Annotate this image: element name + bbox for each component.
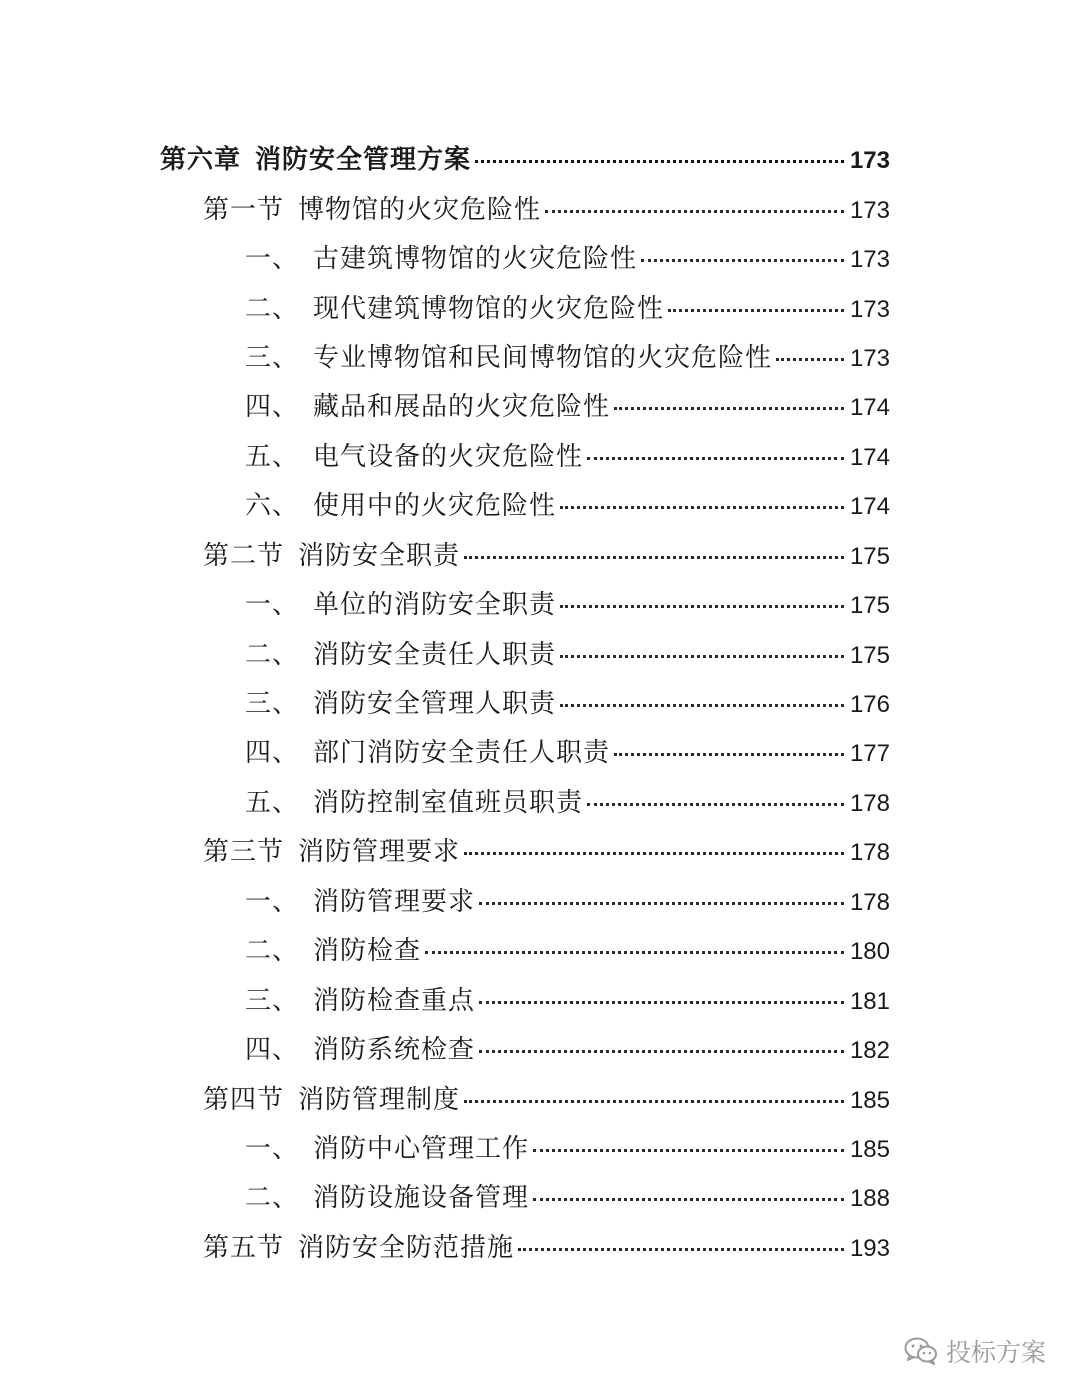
- toc-page-number: 174: [849, 443, 890, 471]
- toc-chapter[interactable]: [0, 133, 1080, 182]
- dot-leader: [587, 457, 844, 460]
- toc-entry-label: [245, 238, 637, 275]
- toc-subsection[interactable]: [0, 430, 1080, 479]
- dot-leader: [475, 160, 844, 163]
- dot-leader: [545, 210, 844, 213]
- toc-entry: [245, 732, 890, 769]
- toc-entry-number: 第六章: [160, 145, 242, 176]
- toc-entry-label: [203, 1079, 460, 1116]
- toc-entry: [245, 288, 890, 325]
- toc-section[interactable]: [0, 1072, 1080, 1121]
- toc-entry-label: [245, 584, 556, 621]
- toc-page-number: 173: [849, 196, 890, 224]
- toc-page-number: 173: [849, 246, 890, 274]
- toc-section[interactable]: [0, 1221, 1080, 1270]
- dot-leader: [614, 407, 844, 410]
- toc-page-number: 185: [849, 1135, 890, 1163]
- dot-leader: [776, 358, 844, 361]
- toc-entry-number: 一、: [245, 244, 300, 275]
- toc-entry: [203, 831, 890, 868]
- toc-entry-title: 消防检查: [313, 936, 422, 967]
- toc-page-number: 178: [849, 888, 890, 916]
- toc-page-number: 178: [849, 839, 890, 867]
- toc-entry-title: 消防安全职责: [298, 540, 461, 571]
- toc-entry: [245, 881, 890, 918]
- toc-entry: [245, 980, 890, 1017]
- toc-entry: [245, 1029, 890, 1066]
- toc-entry-label: [245, 1177, 529, 1214]
- toc-entry: [245, 683, 890, 720]
- toc-subsection[interactable]: [0, 578, 1080, 627]
- toc-entry-title: 消防中心管理工作: [313, 1133, 530, 1164]
- toc-entry-title: 古建筑博物馆的火灾危险性: [313, 244, 638, 275]
- toc-entry-title: 藏品和展品的火灾危险性: [313, 392, 611, 423]
- toc-subsection[interactable]: [0, 875, 1080, 924]
- toc-entry-number: 一、: [245, 1133, 300, 1164]
- toc-entry: [245, 634, 890, 671]
- toc-entry-title: 消防安全防范措施: [298, 1232, 515, 1263]
- toc-entry-label: [245, 732, 610, 769]
- toc-entry-label: [245, 634, 556, 671]
- toc-entry-title: 消防管理制度: [298, 1084, 461, 1115]
- toc-entry-label: [245, 683, 556, 720]
- toc-entry-label: [245, 386, 610, 423]
- toc-entry-title: 使用中的火灾危险性: [313, 491, 557, 522]
- toc-entry-number: 二、: [245, 639, 300, 670]
- toc-entry: [245, 1177, 890, 1214]
- toc-entry-label: [245, 1128, 529, 1165]
- dot-leader: [641, 259, 844, 262]
- toc-entry-number: 五、: [245, 787, 300, 818]
- dot-leader: [479, 1050, 844, 1053]
- toc-page-number: 174: [849, 394, 890, 422]
- toc-subsection[interactable]: [0, 973, 1080, 1022]
- toc-page-number: 180: [849, 938, 890, 966]
- dot-leader: [560, 704, 844, 707]
- toc-entry-label: [203, 189, 541, 226]
- toc-subsection[interactable]: [0, 924, 1080, 973]
- toc-entry-title: 专业博物馆和民间博物馆的火灾危险性: [313, 342, 773, 373]
- toc-entry-number: 第四节: [203, 1084, 285, 1115]
- toc-section[interactable]: [0, 529, 1080, 578]
- toc-entry-title: 现代建筑博物馆的火灾危险性: [313, 293, 665, 324]
- toc-entry-title: 电气设备的火灾危险性: [313, 441, 584, 472]
- toc-entry-title: 消防安全管理人职责: [313, 689, 557, 720]
- toc-entry: [203, 1079, 890, 1116]
- toc-entry-number: 第一节: [203, 194, 285, 225]
- toc-entry: [245, 485, 890, 522]
- toc-subsection[interactable]: [0, 281, 1080, 330]
- toc-entry-label: [245, 930, 421, 967]
- toc-page-number: 173: [849, 147, 890, 175]
- toc-entry-label: [245, 782, 583, 819]
- toc-entry-label: [245, 436, 583, 473]
- toc-subsection[interactable]: [0, 726, 1080, 775]
- toc-entry: [203, 189, 890, 226]
- toc-entry-number: 二、: [245, 936, 300, 967]
- dot-leader: [479, 1001, 844, 1004]
- toc-page-number: 175: [849, 592, 890, 620]
- toc-page-number: 175: [849, 641, 890, 669]
- toc-subsection[interactable]: [0, 1171, 1080, 1220]
- toc-page-number: 175: [849, 542, 890, 570]
- toc-entry: [203, 535, 890, 572]
- toc-entry: [245, 337, 890, 374]
- toc-entry-number: 二、: [245, 293, 300, 324]
- toc-entry: [160, 139, 890, 176]
- dot-leader: [560, 506, 844, 509]
- wechat-icon: [904, 1337, 938, 1365]
- toc-entry-number: 四、: [245, 1035, 300, 1066]
- toc-page-number: 188: [849, 1185, 890, 1213]
- toc-entry-label: [203, 1227, 514, 1264]
- toc-entry-label: [245, 485, 556, 522]
- toc-entry-title: 消防安全责任人职责: [313, 639, 557, 670]
- toc-section[interactable]: [0, 825, 1080, 874]
- toc-subsection[interactable]: [0, 331, 1080, 380]
- toc-entry-title: 单位的消防安全职责: [313, 590, 557, 621]
- toc-subsection[interactable]: [0, 776, 1080, 825]
- toc-entry: [245, 584, 890, 621]
- toc-page-number: 185: [849, 1086, 890, 1114]
- toc-page-number: 181: [849, 987, 890, 1015]
- toc-section[interactable]: [0, 182, 1080, 231]
- toc-entry-title: 部门消防安全责任人职责: [313, 738, 611, 769]
- toc-entry-label: [203, 831, 460, 868]
- dot-leader: [533, 1149, 844, 1152]
- toc-entry-label: [160, 139, 471, 176]
- toc-entry: [245, 782, 890, 819]
- toc-entry: [203, 1227, 890, 1264]
- toc-page-number: 176: [849, 691, 890, 719]
- toc-entry-number: 三、: [245, 689, 300, 720]
- toc-page-number: 178: [849, 789, 890, 817]
- table-of-contents: [0, 133, 1080, 1270]
- toc-entry-number: 二、: [245, 1183, 300, 1214]
- toc-subsection[interactable]: [0, 677, 1080, 726]
- toc-page-number: 182: [849, 1037, 890, 1065]
- dot-leader: [518, 1248, 844, 1251]
- toc-subsection[interactable]: [0, 1122, 1080, 1171]
- toc-entry-number: 一、: [245, 590, 300, 621]
- toc-entry-number: 三、: [245, 342, 300, 373]
- toc-entry-title: 博物馆的火灾危险性: [298, 194, 542, 225]
- toc-entry-number: 一、: [245, 886, 300, 917]
- toc-entry-number: 第五节: [203, 1232, 285, 1263]
- toc-entry-number: 四、: [245, 738, 300, 769]
- toc-entry-title: 消防管理要求: [313, 886, 476, 917]
- toc-entry: [245, 930, 890, 967]
- dot-leader: [614, 753, 844, 756]
- toc-page-number: 173: [849, 344, 890, 372]
- toc-entry-title: 消防控制室值班员职责: [313, 787, 584, 818]
- toc-entry-title: 消防检查重点: [313, 985, 476, 1016]
- watermark: [904, 1333, 1046, 1369]
- toc-page-number: 174: [849, 493, 890, 521]
- toc-entry-number: 四、: [245, 392, 300, 423]
- toc-entry-label: [245, 337, 772, 374]
- toc-entry-title: 消防安全管理方案: [255, 145, 472, 176]
- toc-entry-title: 消防设施设备管理: [313, 1183, 530, 1214]
- toc-entry: [245, 386, 890, 423]
- dot-leader: [560, 655, 844, 658]
- watermark-text: 投标方案: [945, 1338, 1046, 1367]
- dot-leader: [533, 1198, 844, 1201]
- dot-leader: [425, 951, 844, 954]
- toc-entry-number: 第三节: [203, 837, 285, 868]
- toc-subsection[interactable]: [0, 380, 1080, 429]
- toc-page-number: 193: [849, 1234, 890, 1262]
- toc-entry-title: 消防管理要求: [298, 837, 461, 868]
- dot-leader: [464, 1100, 844, 1103]
- toc-entry-number: 六、: [245, 491, 300, 522]
- dot-leader: [587, 803, 844, 806]
- dot-leader: [464, 556, 844, 559]
- toc-entry-label: [245, 980, 475, 1017]
- toc-subsection[interactable]: [0, 627, 1080, 676]
- toc-entry: [245, 238, 890, 275]
- dot-leader: [479, 902, 844, 905]
- toc-entry-label: [203, 535, 460, 572]
- toc-entry: [245, 436, 890, 473]
- toc-entry-label: [245, 881, 475, 918]
- toc-subsection[interactable]: [0, 1023, 1080, 1072]
- toc-entry-label: [245, 288, 664, 325]
- toc-entry-number: 第二节: [203, 540, 285, 571]
- toc-subsection[interactable]: [0, 232, 1080, 281]
- toc-page-number: 177: [849, 740, 890, 768]
- dot-leader: [560, 605, 844, 608]
- toc-subsection[interactable]: [0, 479, 1080, 528]
- toc-entry: [245, 1128, 890, 1165]
- toc-entry-number: 三、: [245, 985, 300, 1016]
- toc-entry-number: 五、: [245, 441, 300, 472]
- toc-entry-title: 消防系统检查: [313, 1035, 476, 1066]
- dot-leader: [668, 309, 844, 312]
- toc-entry-label: [245, 1029, 475, 1066]
- dot-leader: [464, 852, 844, 855]
- toc-page-number: 173: [849, 295, 890, 323]
